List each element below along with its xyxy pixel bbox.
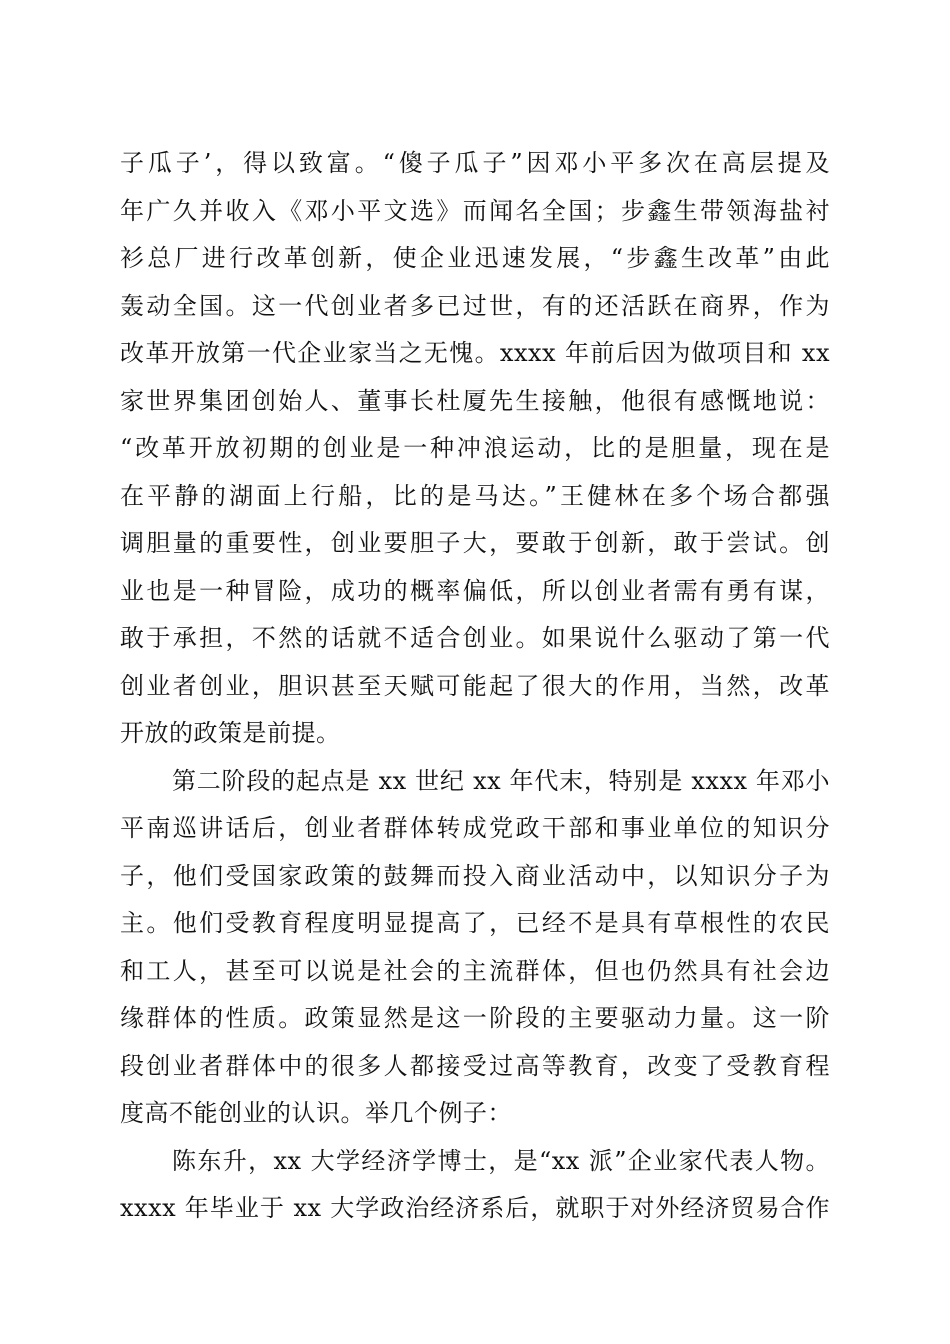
text-line: 业也是一种冒险，成功的概率偏低，所以创业者需有勇有谋， [120,576,830,605]
text-line: 度高不能创业的认识。举几个例子： [120,1099,512,1127]
text-line: 陈东升，xx 大学经济学博士，是“xx 派”企业家代表人物。 [172,1146,830,1175]
text-line: 年广久并收入《邓小平文选》而闻名全国；步鑫生带领海盐衬 [120,196,830,225]
text-line: 第二阶段的起点是 xx 世纪 xx 年代末，特别是 xxxx 年邓小 [172,766,830,795]
text-line: 在平静的湖面上行船，比的是马达。”王健林在多个场合都强 [120,481,830,510]
text-line: 平南巡讲话后，创业者群体转成党政干部和事业单位的知识分 [120,814,830,842]
text-line: 和工人，甚至可以说是社会的主流群体，但也仍然具有社会边 [120,956,830,985]
text-line: 缘群体的性质。政策显然是这一阶段的主要驱动力量。这一阶 [120,1004,830,1032]
text-line: “改革开放初期的创业是一种冲浪运动，比的是胆量，现在是 [120,434,830,462]
text-line: 调胆量的重要性，创业要胆子大，要敢于创新，敢于尝试。创 [120,529,830,557]
paragraph-2 [120,758,830,1138]
text-line: 段创业者群体中的很多人都接受过高等教育，改变了受教育程 [120,1051,830,1080]
body-text [120,140,830,1233]
text-line: 敢于承担，不然的话就不适合创业。如果说什么驱动了第一代 [120,624,830,652]
text-line: 主。他们受教育程度明显提高了，已经不是具有草根性的农民 [120,909,830,937]
paragraph-1 [120,140,830,758]
text-line: 改革开放第一代企业家当之无愧。xxxx 年前后因为做项目和 xx [120,339,830,367]
text-line: 子，他们受国家政策的鼓舞而投入商业活动中，以知识分子为 [120,861,830,890]
text-line: xxxx 年毕业于 xx 大学政治经济系后，就职于对外经济贸易合作 [120,1194,830,1222]
text-line: 衫总厂进行改革创新，使企业迅速发展，“步鑫生改革”由此 [120,244,830,272]
text-line: 家世界集团创始人、董事长杜厦先生接触，他很有感慨地说： [120,386,830,415]
text-line: 子瓜子’，得以致富。“傻子瓜子”因邓小平多次在高层提及 [120,149,830,177]
text-line: 开放的政策是前提。 [120,719,341,747]
text-line: 创业者创业，胆识甚至天赋可能起了很大的作用，当然，改革 [120,671,830,700]
text-line: 轰动全国。这一代创业者多已过世，有的还活跃在商界，作为 [120,291,830,320]
paragraph-3 [120,1138,830,1233]
